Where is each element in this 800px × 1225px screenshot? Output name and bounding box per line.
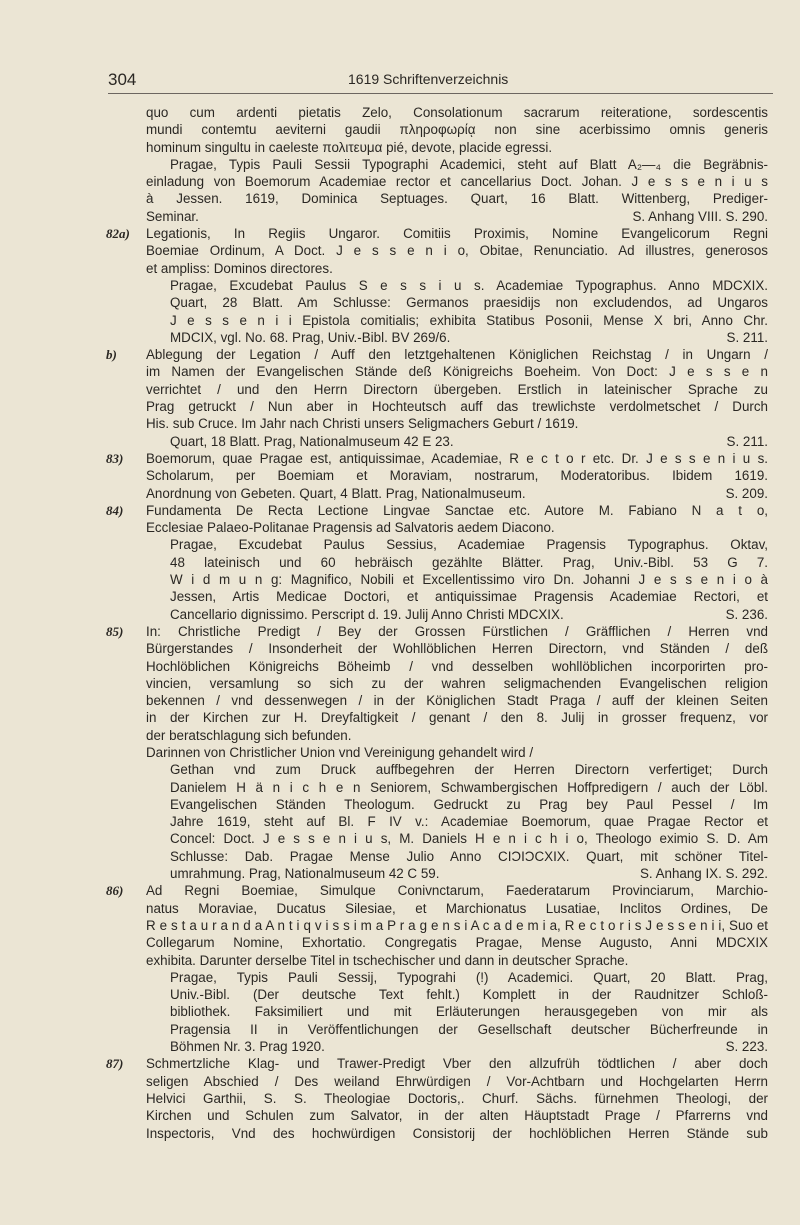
text-line	[146, 260, 768, 277]
line-text: Pragae, Excudebat Paulus S e s s i u s. Academiae Typographus. Anno MDCXIX.	[170, 277, 768, 293]
text-line	[146, 830, 768, 847]
text-line	[146, 467, 768, 484]
line-text: Univ.-Bibl. (Der deutsche Text fehlt.) Komplett in der Raudnitzer Schloß-	[170, 987, 768, 1003]
text-line	[146, 952, 768, 969]
line-text: Ecclesiae Palaeo-Politanae Pragensis ad Salvatoris aedem Diacono.	[146, 520, 555, 536]
text-line	[146, 588, 768, 605]
text-line	[146, 1038, 768, 1055]
text-line	[146, 1125, 768, 1142]
entry-number: 85)	[106, 623, 124, 639]
text-line	[146, 986, 768, 1003]
line-text: Schlusse: Dab. Pragae Mense Julio Anno CIƆIƆCXIX. Quart, mit schöner Titel-	[170, 848, 768, 864]
line-text: Böhmen Nr. 3. Prag 1920.	[170, 1039, 325, 1055]
text-line	[106, 1055, 768, 1072]
line-text: umrahmung. Prag, Nationalmuseum 42 C 59.	[170, 866, 440, 882]
page-reference: S. Anhang VIII. S. 290.	[632, 208, 768, 224]
line-text: Gethan vnd zum Druck auffbegehren der Herren Directorn verfertiget; Durch	[170, 762, 768, 778]
line-text: W i d m u n g: Magnifico, Nobili et Excellentissimo viro Dn. Johanni J e s s e n i o à	[170, 572, 768, 588]
text-line	[146, 796, 768, 813]
line-text: His. sub Cruce. Im Jahr nach Christi unsers Seligmachers Geburt / 1619.	[146, 416, 579, 432]
line-text: einladung von Boemorum Academiae rector et cancellarius Doct. Johan. J e s s e n i u s	[146, 174, 768, 190]
page-reference: S. Anhang IX. S. 292.	[639, 866, 768, 882]
text-line	[146, 727, 768, 744]
line-text: Concel: Doct. J e s s e n i u s, M. Daniels H e n i c h i o, Theologo eximio S. D. Am	[170, 831, 768, 847]
line-text: Boemorum, quae Pragae est, antiquissimae, Academiae, R e c t o r etc. Dr. J e s s e n i u s.	[146, 450, 768, 466]
line-text: et ampliss: Dominos directores.	[146, 260, 333, 276]
line-text: mundi contemtu aeviterni gaudii πληροφωρίᾳ non sine acerbissimo omnis generis	[146, 122, 768, 138]
line-text: Jahre 1619, steht auf Bl. F IV v.: Academiae Boemorum, quae Pragae Rector et	[170, 814, 768, 830]
text-line	[106, 225, 768, 242]
entry-number: 87)	[106, 1056, 124, 1072]
text-line	[146, 865, 768, 882]
line-text: der beratschlagung sich befunden.	[146, 727, 352, 743]
line-text: Quart, 28 Blatt. Am Schlusse: Germanos praesidijs non excludendos, ad Ungaros	[170, 295, 768, 311]
line-text: Jessen, Artis Medicae Doctori, et antiquissimae Pragensis Academiae Rectori, et	[170, 589, 768, 605]
text-line	[146, 848, 768, 865]
page-header	[108, 70, 776, 92]
line-text: Collegarum Nomine, Exhortatio. Congregatis Pragae, Mense Augusto, Anni MDCXIX	[146, 935, 768, 951]
line-text: Boemiae Ordinum, A Doct. J e s s e n i o, Obitae, Renunciatio. Ad illustres, generosos	[146, 243, 768, 259]
line-text: Scholarum, per Boemiam et Moraviam, nostrarum, Moderatoribus. Ibidem 1619.	[146, 468, 768, 484]
text-line	[146, 1073, 768, 1090]
line-text: In: Christliche Predigt / Bey der Grossen Fürstlichen / Gräfflichen / Herren vnd	[146, 623, 768, 639]
line-text: exhibita. Darunter derselbe Titel in tschechischer und dann in deutscher Sprache.	[146, 952, 629, 968]
text-line	[146, 606, 768, 623]
line-text: quo cum ardenti pietatis Zelo, Consolationum sacrarum reiteratione, sordescentis	[146, 105, 768, 120]
line-text: Pragensia II in Veröffentlichungen der Gesellschaft deutscher Bücherfreunde in	[170, 1021, 768, 1037]
page-reference: S. 211.	[726, 329, 768, 345]
entry-number: b)	[106, 347, 117, 363]
line-text: Ablegung der Legation / Auff den letztgehaltenen Königlichen Reichstag / in Ungarn /	[146, 347, 768, 363]
text-line	[146, 675, 768, 692]
line-text: à Jessen. 1619, Dominica Septuages. Quart, 16 Blatt. Wittenberg, Prediger-	[146, 191, 768, 207]
text-line	[146, 277, 768, 294]
text-line	[146, 709, 768, 726]
line-text: Kirchen und Schulen zum Salvator, in der alten Häuptstadt Prage / Pfarrerns vnd	[146, 1108, 768, 1124]
line-text: MDCIX, vgl. No. 68. Prag, Univ.-Bibl. BV 269/6.	[170, 329, 451, 345]
line-text: J e s s e n i i Epistola comitialis; exhibita Statibus Posonii, Mense X bri, Anno Chr.	[170, 312, 768, 328]
text-line	[146, 900, 768, 917]
line-text: Quart, 18 Blatt. Prag, Nationalmuseum 42 E 23.	[170, 433, 454, 449]
text-line	[106, 623, 768, 640]
text-line	[146, 312, 768, 329]
line-text: Helvici Garthii, S. S. Theologiae Doctoris,. Churf. Sächs. fürnehmen Theologi, der	[146, 1090, 768, 1106]
page-reference: S. 223.	[725, 1039, 768, 1055]
document-body	[106, 104, 768, 1142]
text-line	[146, 329, 768, 346]
text-line	[146, 519, 768, 536]
line-text: Anordnung von Gebeten. Quart, 4 Blatt. Prag, Nationalmuseum.	[146, 485, 526, 501]
line-text: 48 lateinisch und 60 hebräisch gezählte Blätter. Prag, Univ.-Bibl. 53 G 7.	[170, 554, 768, 570]
text-line	[146, 658, 768, 675]
text-line	[106, 346, 768, 363]
text-line	[146, 173, 768, 190]
text-line	[146, 294, 768, 311]
text-line	[146, 571, 768, 588]
line-text: Pragae, Excudebat Paulus Sessius, Academiae Pragensis Typographus. Oktav,	[170, 537, 768, 553]
line-text: Evangelischen Ständen Theologum. Gedruckt zu Prag bey Paul Pessel / Im	[170, 796, 768, 812]
text-line	[146, 744, 768, 761]
text-line	[146, 554, 768, 571]
line-text: R e s t a u r a n d a A n t i q v i s s i m a P r a g e n s i A c a d e m i a, R e c t o r i s J e s s e n i i, Suo et	[146, 917, 768, 933]
text-line	[146, 1003, 768, 1020]
page-reference: S. 211.	[726, 433, 768, 449]
text-line	[146, 190, 768, 207]
page-number: 304	[108, 70, 137, 89]
entry-number: 83)	[106, 450, 124, 466]
text-line	[106, 882, 768, 899]
text-line	[146, 415, 768, 432]
text-line	[146, 692, 768, 709]
line-text: im Namen der Evangelischen Stände deß Königreichs Boeheim. Von Doct: J e s s e n	[146, 364, 768, 380]
text-line	[146, 121, 768, 138]
text-line	[146, 139, 768, 156]
text-line	[146, 104, 768, 121]
text-line	[146, 398, 768, 415]
line-text: Cancellario dignissimo. Perscript d. 19. Julij Anno Christi MDCXIX.	[170, 606, 564, 622]
line-text: natus Moraviae, Ducatus Silesiae, et Marchionatus Lusatiae, Inclitos Ordines, De	[146, 900, 768, 916]
text-line	[146, 934, 768, 951]
page-reference: S. 236.	[725, 606, 768, 622]
text-line	[146, 208, 768, 225]
text-line	[106, 502, 768, 519]
line-text: Fundamenta De Recta Lectione Lingvae Sanctae etc. Autore M. Fabiano N a t o,	[146, 502, 768, 518]
page-reference: S. 209.	[725, 485, 768, 501]
line-text: Pragae, Typis Pauli Sessii Typographi Academici, steht auf Blatt A₂—₄ die Begräbnis-	[170, 156, 768, 172]
text-line	[146, 1107, 768, 1124]
text-line	[146, 779, 768, 796]
entry-number: 84)	[106, 502, 124, 518]
text-line	[146, 156, 768, 173]
text-line	[146, 813, 768, 830]
line-text: Legationis, In Regiis Ungaror. Comitiis Proximis, Nomine Evangelicorum Regni	[146, 226, 768, 242]
line-text: bekennen / vnd dessenwegen / in der Königlichen Stadt Praga / auff der kleinen Seiten	[146, 693, 768, 709]
line-text: vincien, versamlung so sich zu der wahren seligmachenden Evangelischen religion	[146, 675, 768, 691]
line-text: in der Kirchen zur H. Dreyfaltigkeit / genant / den 8. Julij in grosser frequenz, vor	[146, 710, 768, 726]
line-text: Hochlöblichen Königreichs Böheimb / vnd desselben wohllöblichen incorporirten pro-	[146, 658, 768, 674]
line-text: Pragae, Typis Pauli Sessij, Typograhi (!) Academici. Quart, 20 Blatt. Prag,	[170, 969, 768, 985]
text-line	[146, 433, 768, 450]
text-line	[146, 536, 768, 553]
text-line	[146, 969, 768, 986]
text-line	[146, 1090, 768, 1107]
text-line	[146, 1021, 768, 1038]
line-text: Inspectoris, Vnd des hochwürdigen Consistorij der hochlöblichen Herren Stände sub	[146, 1125, 768, 1141]
running-title: 1619 Schriftenverzeichnis	[348, 71, 509, 87]
line-text: seligen Abschied / Des weiland Ehrwürdigen / Vor-Achtbarn und Hochgelarten Herrn	[146, 1073, 768, 1089]
line-text: Prag getruckt / Nun aber in Hochteutsch auff das trewlichste verdolmetschet / Durch	[146, 399, 768, 415]
line-text: Schmertzliche Klag- und Trawer-Predigt Vber den allzufrüh tödtlichen / aber doch	[146, 1056, 768, 1072]
line-text: Bürgerstandes / Insonderheit der Wohllöblichen Herren Directorn, vnd Ständen / deß	[146, 641, 768, 657]
text-line	[146, 242, 768, 259]
line-text: hominum singultu in caeleste πολιτευμα pié, devote, placide egressi.	[146, 139, 553, 155]
line-text: verrichtet / und den Herrn Directorn übergeben. Erstlich in lateinischer Sprache zu	[146, 381, 768, 397]
text-line	[146, 640, 768, 657]
line-text: Darinnen von Christlicher Union vnd Vereinigung gehandelt wird /	[146, 744, 534, 760]
line-text: Danielem H ä n i c h e n Seniorem, Schwambergischen Hoffpredigern / auch der Löbl.	[170, 779, 768, 795]
text-line	[146, 381, 768, 398]
text-line	[146, 485, 768, 502]
line-text: Seminar.	[146, 208, 199, 224]
line-text: Ad Regni Boemiae, Simulque Conivnctarum, Faederatarum Provinciarum, Marchio-	[146, 883, 768, 899]
entry-number: 86)	[106, 883, 124, 899]
text-line	[106, 450, 768, 467]
header-rule	[108, 93, 773, 94]
entry-number: 82a)	[106, 226, 130, 242]
text-line	[146, 363, 768, 380]
line-text: bibliothek. Faksimiliert und mit Erläuterungen herausgegeben von mir als	[170, 1004, 768, 1020]
text-line	[146, 917, 768, 934]
text-line	[146, 761, 768, 778]
